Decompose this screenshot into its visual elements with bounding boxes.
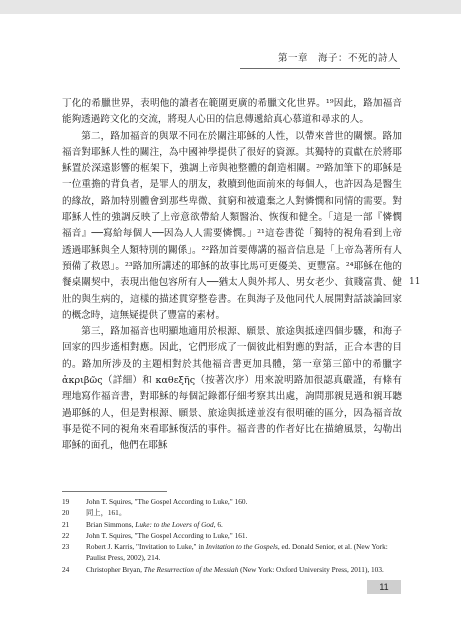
top-band xyxy=(0,0,461,14)
body-text xyxy=(62,96,402,455)
footnote-rule xyxy=(62,491,167,492)
paragraph-third-point: 第三，路加福音也明顯地適用於根源、願景、旅途與抵達四個步驟，和海子回家的四步遙相對應。因此，它們形成了一個彼此相對應的對話，正合本書的目的。路加所涉及的主題相對於其他福音書更加具體，第一章第三節中的希臘字 ἀκριβῶς（詳細）和 καθεξῆς（按著次序）用來說明路加很認真嚴謹，有條有理地寫作福音書，對耶穌的每個記錄都仔細考察其出處，詢問那親見過和親耳聽過耶穌的人，但是對根源、願景、旅途與抵達並沒有很明確的區分，因為福音故事是從不同的視角來看耶穌復活的事件。福音書的作者好比在描繪風景，勾勒出耶穌的面孔，他們在耶穌 xyxy=(62,326,402,452)
footnote xyxy=(62,541,402,564)
running-header-title: 第一章 海子：不死的詩人 xyxy=(277,53,398,64)
footnote-number: 23 xyxy=(62,542,70,552)
footnote-number: 24 xyxy=(62,564,70,574)
footnote-text: 同上，161。 xyxy=(86,508,127,518)
footnote-text: Brian Simmons, Luke: to the Lovers of God, 6. xyxy=(86,519,223,529)
footnotes xyxy=(62,496,402,575)
footnote xyxy=(62,564,402,575)
footnote-number: 19 xyxy=(62,497,70,506)
footnote-text: Robert J. Karris, "Invitation to Luke," in Invitation to the Gospels, ed. Donald Senior, et al. (New York: Paulist Press, 2002), 214. xyxy=(86,542,388,563)
header-rule xyxy=(240,68,400,69)
side-page-number: 11 xyxy=(409,277,421,287)
page-number-box: 11 xyxy=(367,580,401,594)
footnote xyxy=(62,519,402,530)
footnote xyxy=(62,530,402,541)
paragraph-continued: 丁化的希臘世界，表明他的讀者在範圍更廣的希臘文化世界。¹⁹因此，路加福音能夠透過跨文化的交流，將現人心田的信息傳遞給真心慕道和尋求的人。 xyxy=(62,98,402,126)
footnote-number: 21 xyxy=(62,519,70,529)
footnote-text: John T. Squires, "The Gospel According to Luke," 161. xyxy=(86,530,248,540)
paragraph-second-point: 第二，路加福音的與眾不同在於關注耶穌的人性，以帶來普世的關懷。路加福音對耶穌人性的關注，為中國神學提供了很好的資源。其獨特的貢獻在於將耶穌置於深遠影響的框架下，強調上帝與祂整體的創造相關。²⁰路加筆下的耶穌是一位重擔的背負者，是罪人的朋友，救贖到他面前來的每個人，也許因為是醫生的緣故，路加特別體會到那些卑微、貧窮和被遺棄之人對憐憫和同情的需要。對耶穌人性的強調反映了上帝意欲帶給人類醫治、恢復和健全。「這是一部『憐憫福音』──寫給每個人──因為人人需要憐憫。」²¹這卷書從「獨特的視角看到上帝透過耶穌與全人類特別的關係」。²²路加首要傳講的福音信息是「上帝為著所有人預備了救恩」。²³路加所講述的耶穌的故事比馬可更優美、更豐富。²⁴耶穌在他的餐桌關契中，表現出他包容所有人──猶太人與外邦人、男女老少、貧賤富貴、健壯的與生病的，這樣的描述貫穿整卷書。在與海子及他同代人展開對話談論回家的概念時，這無疑提供了豐富的素材。 xyxy=(62,130,402,321)
footnote-number: 20 xyxy=(62,508,70,518)
footnote-text: John T. Squires, "The Gospel According to Luke," 160. xyxy=(86,497,248,506)
running-header xyxy=(240,49,400,69)
footnote xyxy=(62,507,402,518)
footnote-text: Christopher Bryan, The Resurrection of the Messiah (New York: Oxford University Press, 2011), 103. xyxy=(86,564,384,574)
footnote xyxy=(62,496,402,507)
footnote-number: 22 xyxy=(62,530,70,540)
